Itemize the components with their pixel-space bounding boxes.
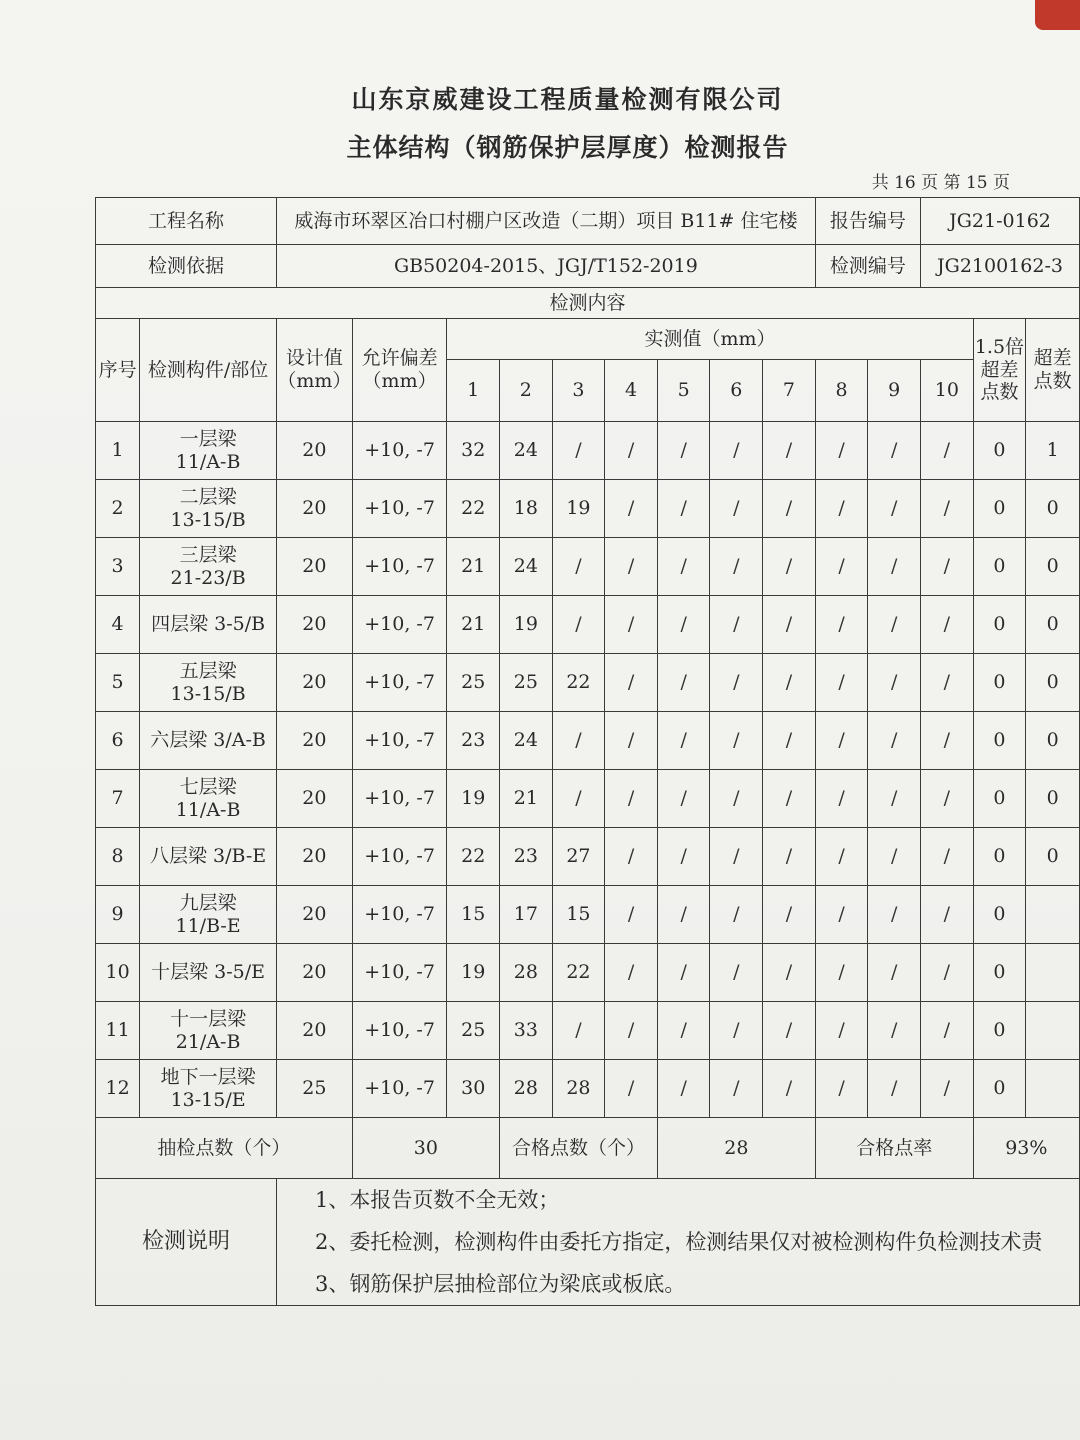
over-count: 0 bbox=[1026, 654, 1080, 712]
point-header: 1 bbox=[447, 360, 500, 422]
test-no-label: 检测编号 bbox=[815, 245, 920, 288]
measured-value: / bbox=[921, 712, 974, 770]
measured-value: / bbox=[921, 538, 974, 596]
basis: GB50204-2015、JGJ/T152-2019 bbox=[276, 245, 815, 288]
measured-value: / bbox=[868, 596, 921, 654]
measured-value: 19 bbox=[447, 770, 500, 828]
basis-label: 检测依据 bbox=[96, 245, 277, 288]
table-row bbox=[96, 944, 1080, 1002]
design-value: 20 bbox=[276, 828, 352, 886]
measured-value: / bbox=[868, 480, 921, 538]
measured-value: 28 bbox=[500, 1060, 553, 1118]
member-cell bbox=[140, 422, 277, 480]
point-header: 9 bbox=[868, 360, 921, 422]
over-count bbox=[1026, 886, 1080, 944]
tolerance-value: +10, -7 bbox=[352, 538, 447, 596]
design-value: 20 bbox=[276, 596, 352, 654]
measured-value: 33 bbox=[500, 1002, 553, 1060]
design-value: 20 bbox=[276, 654, 352, 712]
measured-value: / bbox=[868, 1060, 921, 1118]
measured-value: / bbox=[710, 770, 763, 828]
measured-value: 22 bbox=[552, 654, 605, 712]
point-header: 2 bbox=[500, 360, 553, 422]
row-seq: 9 bbox=[96, 886, 140, 944]
member-location: 21/A-B bbox=[175, 1030, 241, 1053]
measured-value: / bbox=[605, 654, 658, 712]
measured-value: / bbox=[921, 944, 974, 1002]
measured-value: / bbox=[815, 1060, 868, 1118]
member-name: 一层梁 bbox=[179, 427, 237, 450]
measured-value: / bbox=[763, 1060, 816, 1118]
measured-value: / bbox=[710, 538, 763, 596]
tolerance-value: +10, -7 bbox=[352, 422, 447, 480]
row-seq: 1 bbox=[96, 422, 140, 480]
measured-value: 25 bbox=[447, 1002, 500, 1060]
measured-value: / bbox=[868, 770, 921, 828]
member-location: 11/A-B bbox=[175, 450, 241, 473]
company-name: 山东京威建设工程质量检测有限公司 bbox=[351, 85, 784, 114]
col-member: 检测构件/部位 bbox=[140, 319, 277, 422]
member-location: 11/A-B bbox=[175, 798, 241, 821]
report-no-label: 报告编号 bbox=[815, 198, 920, 245]
measured-value: / bbox=[763, 944, 816, 1002]
member-cell bbox=[140, 480, 277, 538]
member-name: 三层梁 bbox=[179, 543, 237, 566]
measured-value: 17 bbox=[500, 886, 553, 944]
measured-value: / bbox=[657, 1002, 710, 1060]
measured-value: / bbox=[710, 1060, 763, 1118]
pass-rate-label: 合格点率 bbox=[815, 1118, 973, 1179]
report-title: 主体结构（钢筋保护层厚度）检测报告 bbox=[346, 133, 789, 162]
member-name: 七层梁 bbox=[179, 775, 237, 798]
over-1-5-count: 0 bbox=[973, 944, 1026, 1002]
measured-value: / bbox=[868, 654, 921, 712]
measured-value: 32 bbox=[447, 422, 500, 480]
measured-value: / bbox=[552, 770, 605, 828]
measured-value: / bbox=[552, 538, 605, 596]
table-row bbox=[96, 1002, 1080, 1060]
measured-value: / bbox=[605, 828, 658, 886]
row-seq: 2 bbox=[96, 480, 140, 538]
measured-value: / bbox=[657, 828, 710, 886]
measured-value: 19 bbox=[552, 480, 605, 538]
project-row bbox=[96, 198, 1080, 245]
measured-value: / bbox=[868, 1002, 921, 1060]
measured-value: / bbox=[657, 886, 710, 944]
measured-value: / bbox=[763, 886, 816, 944]
measured-value: / bbox=[868, 712, 921, 770]
measured-value: / bbox=[710, 480, 763, 538]
measured-value: / bbox=[710, 1002, 763, 1060]
measured-value: / bbox=[605, 886, 658, 944]
point-header: 7 bbox=[763, 360, 816, 422]
over-count bbox=[1026, 944, 1080, 1002]
measured-value: 30 bbox=[447, 1060, 500, 1118]
measured-value: 24 bbox=[500, 422, 553, 480]
measured-value: / bbox=[710, 712, 763, 770]
measured-value: / bbox=[605, 538, 658, 596]
tolerance-value: +10, -7 bbox=[352, 712, 447, 770]
member-cell bbox=[140, 1060, 277, 1118]
member-cell bbox=[140, 770, 277, 828]
over-1-5-count: 0 bbox=[973, 770, 1026, 828]
member-cell bbox=[140, 712, 277, 770]
point-header: 4 bbox=[605, 360, 658, 422]
design-value: 20 bbox=[276, 886, 352, 944]
measured-value: / bbox=[921, 480, 974, 538]
note-3: 3、钢筋保护层抽检部位为梁底或板底。 bbox=[314, 1272, 686, 1296]
table-row bbox=[96, 538, 1080, 596]
measured-value: 27 bbox=[552, 828, 605, 886]
row-seq: 6 bbox=[96, 712, 140, 770]
over-1-5-count: 0 bbox=[973, 712, 1026, 770]
measured-value: 25 bbox=[500, 654, 553, 712]
over-count: 0 bbox=[1026, 538, 1080, 596]
measured-value: / bbox=[763, 654, 816, 712]
measured-value: / bbox=[552, 422, 605, 480]
over-1-5-count: 0 bbox=[973, 480, 1026, 538]
tolerance-value: +10, -7 bbox=[352, 1002, 447, 1060]
summary-row bbox=[96, 1118, 1080, 1179]
measured-value: / bbox=[815, 1002, 868, 1060]
measured-value: / bbox=[763, 538, 816, 596]
table-row bbox=[96, 654, 1080, 712]
over-1-5-count: 0 bbox=[973, 538, 1026, 596]
measured-value: / bbox=[868, 886, 921, 944]
measured-value: / bbox=[657, 944, 710, 1002]
measured-value: / bbox=[710, 596, 763, 654]
sample-count: 30 bbox=[352, 1118, 499, 1179]
over-1-5-count: 0 bbox=[973, 422, 1026, 480]
measured-value: 15 bbox=[552, 886, 605, 944]
measured-value: 19 bbox=[447, 944, 500, 1002]
measured-value: 24 bbox=[500, 538, 553, 596]
over-1-5-count: 0 bbox=[973, 886, 1026, 944]
over-count: 0 bbox=[1026, 480, 1080, 538]
design-value: 20 bbox=[276, 422, 352, 480]
member-name: 地下一层梁 bbox=[160, 1065, 256, 1088]
over-count: 0 bbox=[1026, 770, 1080, 828]
design-value: 20 bbox=[276, 480, 352, 538]
over-1-5-count: 0 bbox=[973, 1060, 1026, 1118]
data-rows bbox=[96, 422, 1080, 1118]
test-no: JG2100162-3 bbox=[921, 245, 1080, 288]
measured-value: / bbox=[815, 538, 868, 596]
over-1-5-count: 0 bbox=[973, 654, 1026, 712]
design-value: 25 bbox=[276, 1060, 352, 1118]
measured-value: 15 bbox=[447, 886, 500, 944]
measured-value: / bbox=[657, 1060, 710, 1118]
design-value: 20 bbox=[276, 1002, 352, 1060]
sample-count-label: 抽检点数（个） bbox=[96, 1118, 353, 1179]
measured-value: 22 bbox=[552, 944, 605, 1002]
over-1-5-count: 0 bbox=[973, 828, 1026, 886]
point-header: 8 bbox=[815, 360, 868, 422]
measured-value: 23 bbox=[447, 712, 500, 770]
member-location: 13-15/B bbox=[170, 508, 246, 531]
row-seq: 3 bbox=[96, 538, 140, 596]
measured-value: / bbox=[710, 654, 763, 712]
measured-value: / bbox=[763, 828, 816, 886]
measured-value: / bbox=[657, 770, 710, 828]
measured-value: / bbox=[921, 1060, 974, 1118]
measured-value: / bbox=[605, 596, 658, 654]
measured-value: / bbox=[552, 712, 605, 770]
measured-value: / bbox=[815, 480, 868, 538]
point-header: 10 bbox=[921, 360, 974, 422]
over-count bbox=[1026, 1002, 1080, 1060]
table-row bbox=[96, 422, 1080, 480]
row-seq: 11 bbox=[96, 1002, 140, 1060]
content-header-row bbox=[96, 288, 1080, 319]
measured-value: / bbox=[552, 596, 605, 654]
measured-value: / bbox=[921, 886, 974, 944]
table-row bbox=[96, 596, 1080, 654]
tolerance-value: +10, -7 bbox=[352, 480, 447, 538]
column-header-row-1 bbox=[96, 319, 1080, 360]
measured-value: / bbox=[710, 828, 763, 886]
note-1: 1、本报告页数不全无效； bbox=[314, 1188, 560, 1212]
measured-value: 18 bbox=[500, 480, 553, 538]
measured-value: 28 bbox=[500, 944, 553, 1002]
measured-value: / bbox=[868, 422, 921, 480]
measured-value: 22 bbox=[447, 480, 500, 538]
measured-value: 21 bbox=[500, 770, 553, 828]
measured-value: / bbox=[815, 886, 868, 944]
measured-value: / bbox=[815, 712, 868, 770]
col-seq: 序号 bbox=[96, 319, 140, 422]
member-name: 八层梁 3/B-E bbox=[150, 845, 267, 868]
inspection-table bbox=[95, 197, 1080, 1306]
measured-value: 25 bbox=[447, 654, 500, 712]
member-cell bbox=[140, 886, 277, 944]
member-name: 五层梁 bbox=[179, 659, 237, 682]
red-folder-corner bbox=[1035, 0, 1080, 30]
point-header: 3 bbox=[552, 360, 605, 422]
point-header: 5 bbox=[657, 360, 710, 422]
measured-value: / bbox=[605, 1002, 658, 1060]
measured-value: / bbox=[710, 422, 763, 480]
member-location: 13-15/E bbox=[170, 1088, 246, 1111]
measured-value: 19 bbox=[500, 596, 553, 654]
member-cell bbox=[140, 1002, 277, 1060]
measured-value: / bbox=[921, 828, 974, 886]
member-name: 九层梁 bbox=[179, 891, 237, 914]
col-design: 设计值（mm） bbox=[276, 319, 352, 422]
measured-value: / bbox=[605, 944, 658, 1002]
notes-row bbox=[96, 1179, 1080, 1306]
table-row bbox=[96, 770, 1080, 828]
basis-row bbox=[96, 245, 1080, 288]
member-name: 二层梁 bbox=[179, 485, 237, 508]
measured-value: / bbox=[868, 538, 921, 596]
over-count: 0 bbox=[1026, 712, 1080, 770]
pass-count-label: 合格点数（个） bbox=[500, 1118, 658, 1179]
measured-value: 23 bbox=[500, 828, 553, 886]
measured-value: / bbox=[815, 422, 868, 480]
measured-value: / bbox=[763, 422, 816, 480]
measured-value: / bbox=[921, 770, 974, 828]
member-cell bbox=[140, 596, 277, 654]
measured-value: / bbox=[605, 770, 658, 828]
over-1-5-count: 0 bbox=[973, 1002, 1026, 1060]
over-count bbox=[1026, 1060, 1080, 1118]
col-over: 超差点数 bbox=[1026, 319, 1080, 422]
measured-value: 24 bbox=[500, 712, 553, 770]
measured-value: / bbox=[605, 480, 658, 538]
table-row bbox=[96, 828, 1080, 886]
over-count: 1 bbox=[1026, 422, 1080, 480]
member-cell bbox=[140, 944, 277, 1002]
col-tolerance: 允许偏差（mm） bbox=[352, 319, 447, 422]
content-header: 检测内容 bbox=[96, 288, 1080, 319]
col-measured: 实测值（mm） bbox=[447, 319, 973, 360]
measured-value: / bbox=[552, 1002, 605, 1060]
note-2: 2、委托检测，检测构件由委托方指定，检测结果仅对被检测构件负检测技术责 bbox=[314, 1230, 1043, 1254]
design-value: 20 bbox=[276, 944, 352, 1002]
member-location: 21-23/B bbox=[170, 566, 246, 589]
measured-value: / bbox=[763, 596, 816, 654]
measured-value: / bbox=[763, 480, 816, 538]
member-name: 十层梁 3-5/E bbox=[151, 961, 266, 984]
measured-value: / bbox=[815, 828, 868, 886]
measured-value: 21 bbox=[447, 538, 500, 596]
measured-value: / bbox=[657, 596, 710, 654]
page-info: 共 16 页 第 15 页 bbox=[871, 173, 1010, 193]
member-cell bbox=[140, 828, 277, 886]
measured-value: / bbox=[921, 654, 974, 712]
member-location: 13-15/B bbox=[170, 682, 246, 705]
measured-value: / bbox=[710, 944, 763, 1002]
row-seq: 7 bbox=[96, 770, 140, 828]
member-cell bbox=[140, 538, 277, 596]
tolerance-value: +10, -7 bbox=[352, 886, 447, 944]
measured-value: / bbox=[868, 828, 921, 886]
measured-value: / bbox=[763, 1002, 816, 1060]
measured-value: 22 bbox=[447, 828, 500, 886]
project-name: 威海市环翠区冶口村棚户区改造（二期）项目 B11# 住宅楼 bbox=[276, 198, 815, 245]
measured-value: / bbox=[605, 422, 658, 480]
over-1-5-count: 0 bbox=[973, 596, 1026, 654]
measured-value: / bbox=[815, 944, 868, 1002]
measured-value: / bbox=[868, 944, 921, 1002]
row-seq: 8 bbox=[96, 828, 140, 886]
measured-value: / bbox=[605, 712, 658, 770]
measured-value: / bbox=[657, 654, 710, 712]
table-row bbox=[96, 712, 1080, 770]
member-location: 11/B-E bbox=[175, 914, 241, 937]
col-over-1-5: 1.5倍超差点数 bbox=[973, 319, 1026, 422]
tolerance-value: +10, -7 bbox=[352, 828, 447, 886]
row-seq: 4 bbox=[96, 596, 140, 654]
over-count: 0 bbox=[1026, 596, 1080, 654]
design-value: 20 bbox=[276, 712, 352, 770]
measured-value: / bbox=[815, 596, 868, 654]
table-row bbox=[96, 886, 1080, 944]
measured-value: / bbox=[657, 480, 710, 538]
row-seq: 12 bbox=[96, 1060, 140, 1118]
member-name: 四层梁 3-5/B bbox=[151, 613, 266, 636]
measured-value: 21 bbox=[447, 596, 500, 654]
measured-value: / bbox=[763, 712, 816, 770]
measured-value: / bbox=[921, 1002, 974, 1060]
measured-value: / bbox=[710, 886, 763, 944]
table-row bbox=[96, 1060, 1080, 1118]
measured-value: / bbox=[657, 422, 710, 480]
member-name: 十一层梁 bbox=[170, 1007, 247, 1030]
notes-content bbox=[276, 1179, 1079, 1306]
member-name: 六层梁 3/A-B bbox=[150, 729, 266, 752]
measured-value: / bbox=[657, 538, 710, 596]
row-seq: 10 bbox=[96, 944, 140, 1002]
measured-value: / bbox=[815, 654, 868, 712]
measured-value: 28 bbox=[552, 1060, 605, 1118]
measured-value: / bbox=[921, 422, 974, 480]
tolerance-value: +10, -7 bbox=[352, 1060, 447, 1118]
design-value: 20 bbox=[276, 538, 352, 596]
table-row bbox=[96, 480, 1080, 538]
member-cell bbox=[140, 654, 277, 712]
tolerance-value: +10, -7 bbox=[352, 654, 447, 712]
design-value: 20 bbox=[276, 770, 352, 828]
pass-count: 28 bbox=[657, 1118, 815, 1179]
row-seq: 5 bbox=[96, 654, 140, 712]
tolerance-value: +10, -7 bbox=[352, 596, 447, 654]
measured-value: / bbox=[815, 770, 868, 828]
measured-value: / bbox=[657, 712, 710, 770]
tolerance-value: +10, -7 bbox=[352, 770, 447, 828]
report-no: JG21-0162 bbox=[921, 198, 1080, 245]
measured-value: / bbox=[921, 596, 974, 654]
measured-value: / bbox=[605, 1060, 658, 1118]
over-count: 0 bbox=[1026, 828, 1080, 886]
pass-rate: 93% bbox=[973, 1118, 1079, 1179]
report-content bbox=[95, 80, 1080, 1306]
project-name-label: 工程名称 bbox=[96, 198, 277, 245]
point-header: 6 bbox=[710, 360, 763, 422]
measured-value: / bbox=[763, 770, 816, 828]
notes-label: 检测说明 bbox=[96, 1179, 277, 1306]
tolerance-value: +10, -7 bbox=[352, 944, 447, 1002]
